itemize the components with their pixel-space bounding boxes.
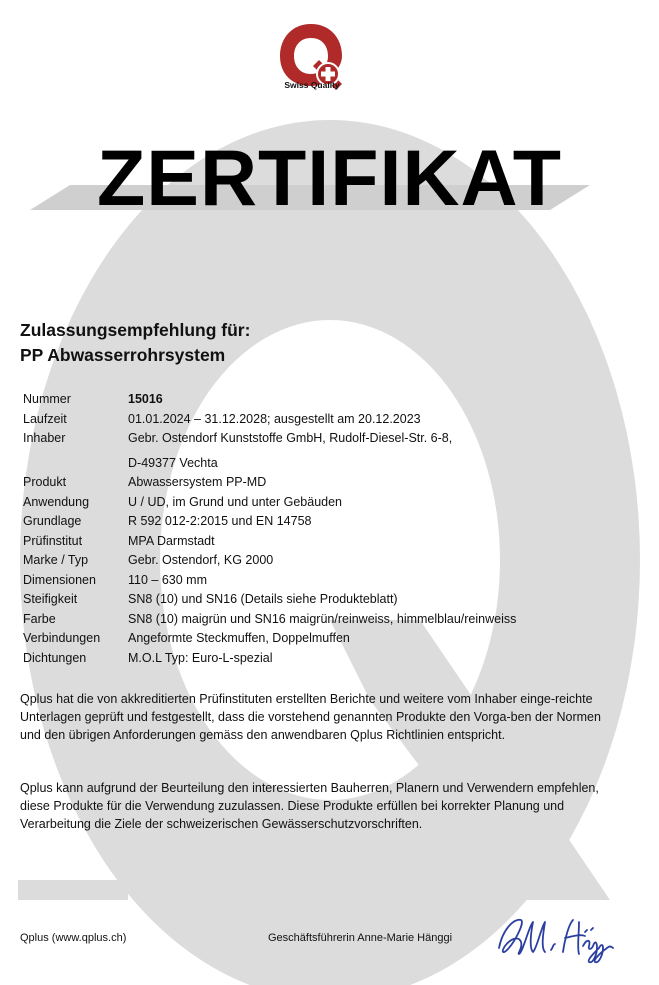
footer-signatory: Geschäftsführerin Anne-Marie Hänggi bbox=[268, 932, 453, 944]
detail-value: M.O.L Typ: Euro-L-spezial bbox=[128, 650, 273, 665]
subtitle-line-2: PP Abwasserrohrsystem bbox=[20, 345, 226, 365]
detail-label: Prüfinstitut bbox=[23, 533, 83, 548]
detail-value: Gebr. Ostendorf Kunststoffe GmbH, Rudolf-Diesel-Str. 6-8, bbox=[128, 431, 453, 445]
detail-value: D-49377 Vechta bbox=[128, 455, 218, 470]
detail-label: Dichtungen bbox=[23, 650, 87, 665]
detail-label: Nummer bbox=[23, 392, 71, 406]
paragraph-recommendation: Qplus kann aufgrund der Beurteilung den interessierten Bauherren, Planern und Verwendern empfehlen, diese Produkte für die Verwendung zuzulassen. Diese Produkte erfüllen bei korrekter Planung und Verarbeitung die Ziele der schweizerischen Gewässerschutzvorschriften. bbox=[20, 781, 599, 831]
detail-label: Marke / Typ bbox=[23, 553, 89, 567]
detail-value: 15016 bbox=[128, 392, 163, 406]
signature-image bbox=[493, 908, 619, 968]
detail-value: U / UD, im Grund und unter Gebäuden bbox=[128, 494, 343, 509]
detail-label: Verbindungen bbox=[23, 631, 101, 645]
paragraph-approval: Qplus hat die von akkreditierten Prüfinstituten erstellten Berichte und weitere vom Inhaber einge-reichte Unterlagen geprüft und festgestellt, dass die vorstehend genannten Produkte den Vorga-ben der Normen und den übrigen Anforderungen gemäss den anwendbaren Qplus Richtlinien entspricht. bbox=[20, 692, 601, 742]
footer-organization: Qplus (www.qplus.ch) bbox=[20, 932, 127, 944]
certificate-title: ZERTIFIKAT bbox=[97, 133, 562, 222]
detail-value: MPA Darmstadt bbox=[128, 533, 215, 548]
detail-label: Grundlage bbox=[23, 514, 82, 528]
detail-label: Dimensionen bbox=[23, 572, 96, 587]
detail-value: Abwassersystem PP-MD bbox=[128, 475, 267, 489]
subtitle-line-1: Zulassungsempfehlung für: bbox=[20, 320, 251, 340]
detail-label: Farbe bbox=[23, 611, 56, 626]
detail-value: R 592 012-2:2015 und EN 14758 bbox=[128, 514, 312, 528]
detail-label: Laufzeit bbox=[23, 411, 67, 426]
detail-label: Steifigkeit bbox=[23, 592, 78, 606]
detail-label: Anwendung bbox=[23, 494, 90, 509]
logo-tagline: Swiss Quality bbox=[284, 80, 340, 90]
detail-value: SN8 (10) maigrün und SN16 maigrün/reinweiss, himmelblau/reinweiss bbox=[128, 611, 517, 626]
detail-value: 01.01.2024 – 31.12.2028; ausgestellt am 20.12.2023 bbox=[128, 411, 421, 426]
detail-label: Inhaber bbox=[23, 431, 66, 445]
detail-label: Produkt bbox=[23, 475, 67, 489]
detail-value: Gebr. Ostendorf, KG 2000 bbox=[128, 553, 274, 567]
detail-value: 110 – 630 mm bbox=[128, 572, 207, 587]
detail-value: SN8 (10) und SN16 (Details siehe Produkteblatt) bbox=[128, 592, 398, 606]
detail-value: Angeformte Steckmuffen, Doppelmuffen bbox=[128, 631, 350, 645]
